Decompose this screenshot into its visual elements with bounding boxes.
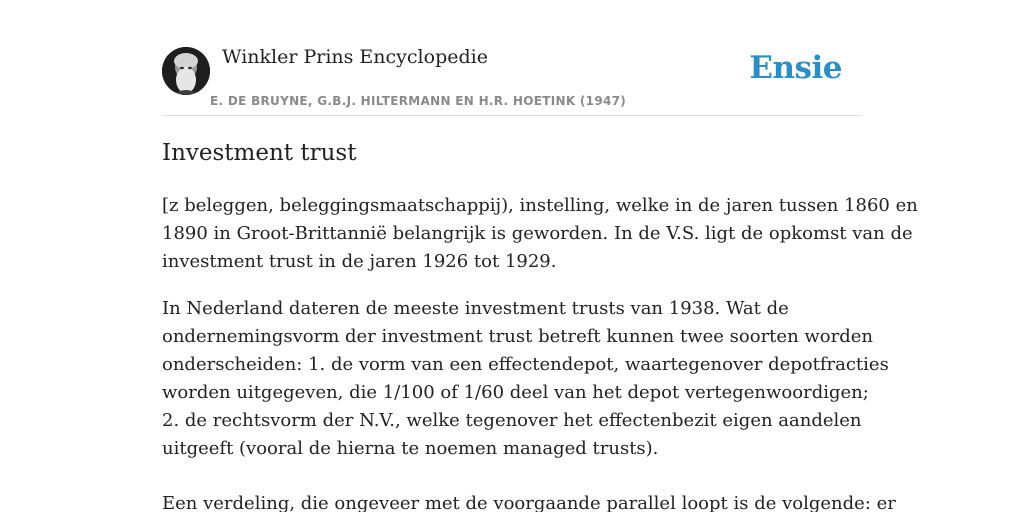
paragraph-line: 1890 in Groot-Brittannië belangrijk is geworden. In de V.S. ligt de opkomst van de [162, 223, 913, 244]
paragraph-line: ondernemingsvorm der investment trust betreft kunnen twee soorten worden [162, 326, 873, 347]
paragraph-line: onderscheiden: 1. de vorm van een effectendepot, waartegenover depotfracties [162, 354, 889, 375]
paragraph-line: investment trust in de jaren 1926 tot 1929. [162, 251, 557, 272]
paragraph-3 [162, 490, 896, 512]
portrait-image [162, 47, 210, 95]
paragraph-line: Een verdeling, die ongeveer met de voorgaande parallel loopt is de volgende: er [162, 493, 896, 512]
paragraph-line: uitgeeft (vooral de hierna te noemen managed trusts). [162, 438, 659, 459]
authors-line: E. DE BRUYNE, G.B.J. HILTERMANN EN H.R. HOETINK (1947) [210, 94, 627, 108]
paragraph-line: In Nederland dateren de meeste investment trusts van 1938. Wat de [162, 298, 789, 319]
paragraph-line: worden uitgegeven, die 1/100 of 1/60 deel van het depot vertegenwoordigen; [162, 382, 869, 403]
paragraph-line: 2. de rechtsvorm der N.V., welke tegenover het effectenbezit eigen aandelen [162, 410, 862, 431]
article-title: Investment trust [162, 140, 357, 166]
header [162, 0, 862, 116]
paragraph-2 [162, 295, 889, 463]
paragraph-1 [162, 192, 918, 276]
paragraph-line: [z beleggen, beleggingsmaatschappij), instelling, welke in de jaren tussen 1860 en [162, 195, 918, 216]
page-container [162, 0, 918, 512]
site-title[interactable]: Winkler Prins Encyclopedie [222, 46, 488, 68]
author-avatar[interactable] [162, 47, 210, 95]
brand-logo[interactable]: Ensie [749, 50, 842, 86]
